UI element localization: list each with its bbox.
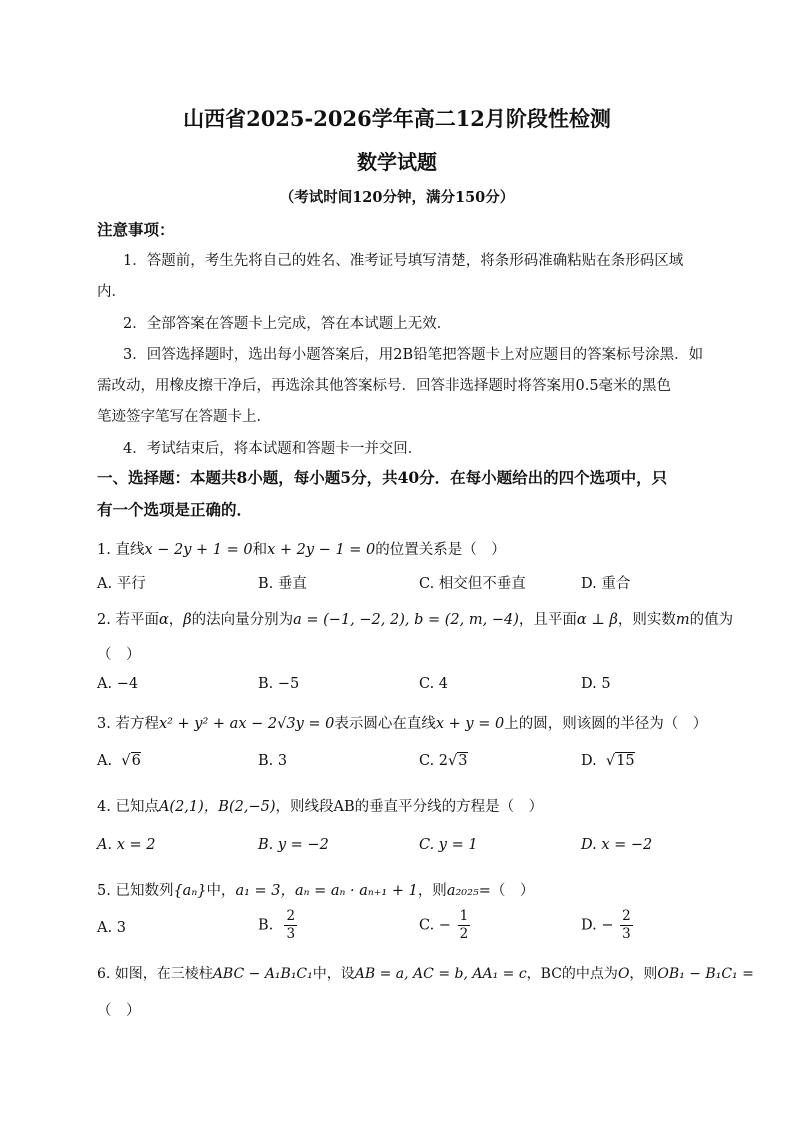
q5-c-numerator: 1 <box>459 908 469 924</box>
q5-pre: 5. 已知数列 <box>97 883 174 899</box>
q2-comma: ， <box>168 612 184 628</box>
q3-d-label: D. <box>581 753 597 769</box>
q5-option-a: A. 3 <box>97 920 126 936</box>
q2-option-c: C. 4 <box>419 676 449 692</box>
q1-option-b: B. 垂直 <box>258 576 307 592</box>
note-4: 4．考试结束后，将本试题和答题卡一并交回． <box>123 441 423 457</box>
q2-m: m <box>675 612 690 628</box>
q4-post: ，则线段AB的垂直平分线的方程是（ ） <box>275 799 544 815</box>
q6-answer-bracket: （ ） <box>97 1003 141 1019</box>
q2-post2: 的值为 <box>689 612 734 628</box>
q5-post2: =（ ） <box>478 883 535 899</box>
q3-c-label: C. 2 <box>419 753 449 769</box>
note-3-line-1: 3．回答选择题时，选出每小题答案后，用2B铅笔把答题卡上对应题目的答案标号涂黑．如 <box>123 347 704 363</box>
section-1-line-1: 一、选择题：本题共8小题，每小题5分，共40分．在每小题给出的四个选项中，只 <box>97 468 668 487</box>
q1-option-a: A. 平行 <box>97 576 146 592</box>
q5-option-c <box>419 908 472 943</box>
q2-beta: β <box>183 612 192 628</box>
q1-mid: 和 <box>252 542 268 558</box>
q6-prism: ABC − A₁B₁C₁ <box>212 966 313 982</box>
exam-title: 山西省2025-2026学年高二12月阶段性检测 <box>183 106 611 131</box>
q3-d-radicand: 15 <box>616 753 635 769</box>
q6-mid2: ，BC的中点为 <box>526 966 618 982</box>
note-3-line-3: 笔迹签字笔写在答题卡上． <box>97 409 271 425</box>
q6-pre: 6. 如图，在三棱柱 <box>97 966 213 982</box>
q4-points: A(2,1)，B(2,−5) <box>158 799 276 815</box>
q3-pre: 3. 若方程 <box>97 716 159 732</box>
q5-d-label: D. − <box>581 917 614 934</box>
q1-line-1: x − 2y + 1 = 0 <box>144 542 253 558</box>
section-1-line-2: 有一个选项是正确的． <box>97 500 253 519</box>
q5-target: a₂₀₂₅ <box>446 883 479 899</box>
q4-option-d: D. x = −2 <box>581 837 653 853</box>
question-1-stem <box>97 538 506 559</box>
q3-c-radicand: 3 <box>458 753 468 769</box>
q5-d-fraction <box>620 908 633 943</box>
q2-alpha: α <box>158 612 169 628</box>
q6-point-o: O <box>617 966 630 982</box>
note-1-line-1: 1．答题前，考生先将自己的姓名、准考证号填写清楚，将条形码准确粘贴在条形码区域 <box>123 253 684 269</box>
q4-option-c: C. y = 1 <box>419 837 478 853</box>
q6-expression: OB₁ − B₁C₁ = <box>657 966 754 982</box>
q5-b-fraction <box>284 908 297 943</box>
q3-a-radicand: 6 <box>131 753 141 769</box>
q2-option-a: A. −4 <box>97 676 139 692</box>
exam-info: （考试时间120分钟，满分150分） <box>279 189 515 206</box>
q2-perp: α ⊥ β <box>576 612 618 628</box>
q5-b-denominator: 3 <box>286 926 296 942</box>
q1-line-2: x + 2y − 1 = 0 <box>267 542 376 558</box>
q1-option-d: D. 重合 <box>581 576 631 592</box>
q3-mid: 表示圆心在直线 <box>334 716 436 732</box>
q2-answer-bracket: （ ） <box>97 647 141 663</box>
q2-option-d: D. 5 <box>581 676 611 692</box>
subject-title: 数学试题 <box>357 150 437 174</box>
question-6-stem <box>97 963 754 983</box>
q2-mid: 的法向量分别为 <box>191 612 294 628</box>
question-3-stem <box>97 712 707 733</box>
q5-option-d <box>581 908 635 943</box>
q5-d-denominator: 3 <box>622 926 631 942</box>
q1-option-c: C. 相交但不垂直 <box>419 576 526 592</box>
q2-post: ，则实数 <box>617 612 676 628</box>
note-2: 2．全部答案在答题卡上完成，答在本试题上无效． <box>123 316 452 332</box>
notes-heading: 注意事项： <box>97 220 175 239</box>
question-5-stem <box>97 879 534 900</box>
question-4-stem <box>97 795 543 816</box>
q4-option-b: B. y = −2 <box>258 837 329 853</box>
q3-post: 上的圆，则该圆的半径为（ ） <box>504 716 708 732</box>
q6-mid: 中，设 <box>312 966 355 982</box>
q5-option-b <box>258 908 299 943</box>
note-1-line-2: 内． <box>97 284 126 300</box>
q1-post: 的位置关系是（ ） <box>375 542 506 558</box>
q5-b-label: B. <box>258 917 274 934</box>
q5-mid: 中， <box>206 883 236 899</box>
q5-condition: a₁ = 3，aₙ = aₙ · aₙ₊₁ + 1 <box>235 883 418 899</box>
q2-normal-vectors: a = (−1, −2, 2), b = (2, m, −4) <box>293 612 519 628</box>
q2-mid2: ，且平面 <box>518 612 577 628</box>
q5-c-denominator: 2 <box>459 926 469 942</box>
q1-pre: 1. 直线 <box>97 542 145 558</box>
q2-option-b: B. −5 <box>258 676 300 692</box>
q3-a-label: A. <box>97 753 113 769</box>
q3-option-a: A. √6 <box>97 753 141 769</box>
q3-option-c: C. 2√3 <box>419 753 468 769</box>
question-2-stem <box>97 608 733 629</box>
q5-b-numerator: 2 <box>286 908 296 924</box>
q3-option-d: D. √15 <box>581 753 635 769</box>
note-3-line-2: 需改动，用橡皮擦干净后，再选涂其他答案标号．回答非选择题时将答案用0.5毫米的黑色 <box>97 378 672 394</box>
q6-post: ，则 <box>629 966 658 982</box>
q5-d-numerator: 2 <box>622 908 631 924</box>
q3-equation: x² + y² + ax − 2√3y = 0 <box>158 716 335 732</box>
q4-pre: 4. 已知点 <box>97 799 159 815</box>
q2-pre: 2. 若平面 <box>97 612 159 628</box>
q5-sequence: {aₙ} <box>173 883 207 899</box>
q5-c-fraction <box>458 908 471 943</box>
q3-option-b: B. 3 <box>258 753 288 769</box>
q3-line: x + y = 0 <box>435 716 505 732</box>
q4-option-a: A. x = 2 <box>97 837 156 853</box>
q6-vectors: AB = a, AC = b, AA₁ = c <box>354 966 527 982</box>
q5-c-label: C. − <box>419 917 451 934</box>
q5-post: ，则 <box>417 883 447 899</box>
